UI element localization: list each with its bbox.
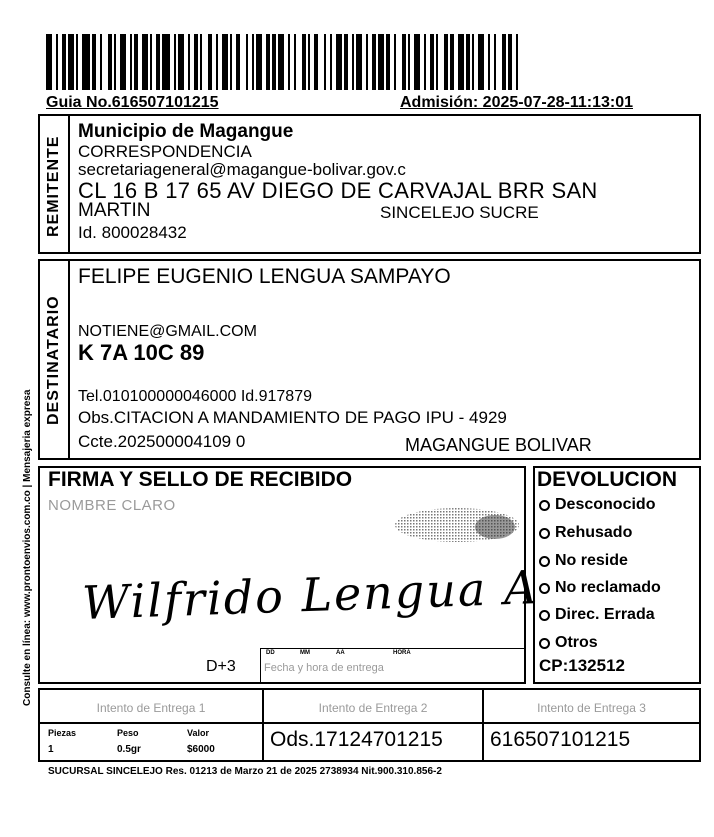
attempt-3: Intento de Entrega 3 (537, 701, 646, 715)
receipt-title: FIRMA Y SELLO DE RECIBIDO (48, 468, 353, 491)
date-head-hora: HORA (393, 650, 411, 656)
recipient-observation: Obs.CITACION A MANDAMIENTO DE PAGO IPU - 4929 (78, 408, 507, 427)
radio-icon[interactable] (539, 610, 550, 621)
barcode (46, 34, 694, 90)
sender-department: CORRESPONDENCIA (78, 142, 252, 161)
ods-number: Ods.17124701215 (270, 728, 443, 751)
sender-section-label: REMITENTE (45, 135, 62, 237)
date-label: Fecha y hora de entrega (264, 662, 384, 674)
date-head-dd: DD (266, 650, 275, 656)
signature: Wilfrido Lengua A (81, 560, 540, 630)
radio-icon[interactable] (539, 638, 550, 649)
recipient-email: NOTIENE@GMAIL.COM (78, 323, 257, 340)
recipient-city: MAGANGUE BOLIVAR (405, 435, 592, 455)
return-option-no-reside[interactable]: No reside (539, 552, 628, 570)
value-header: Valor (187, 728, 210, 738)
radio-icon[interactable] (539, 528, 550, 539)
date-head-mm: MM (300, 650, 310, 656)
weight-value: 0.5gr (117, 744, 141, 755)
sender-email: secretariageneral@magangue-bolivar.gov.c (78, 160, 406, 179)
sender-city: SINCELEJO SUCRE (380, 203, 539, 222)
footer-text: SUCURSAL SINCELEJO Res. 01213 de Marzo 21 de 2025 2738934 Nit.900.310.856-2 (48, 766, 442, 777)
return-option-direc-errada[interactable]: Direc. Errada (539, 606, 655, 624)
barcode-bar (162, 34, 170, 90)
return-option-no-reclamado[interactable]: No reclamado (539, 579, 661, 597)
admission-date: Admisión: 2025-07-28-11:13:01 (400, 94, 633, 111)
stamp-smudge (395, 505, 520, 545)
weight-header: Peso (117, 728, 139, 738)
tracking-number: 616507101215 (490, 728, 631, 751)
barcode-bar (82, 34, 90, 90)
recipient-section-label: DESTINATARIO (45, 295, 62, 425)
return-option-desconocido[interactable]: Desconocido (539, 496, 655, 514)
value-value: $6000 (187, 744, 215, 755)
attempt-2: Intento de Entrega 2 (318, 701, 428, 715)
return-option-otros[interactable]: Otros (539, 634, 598, 652)
return-option-rehusado[interactable]: Rehusado (539, 524, 632, 542)
radio-icon[interactable] (539, 500, 550, 511)
radio-icon[interactable] (539, 583, 550, 594)
delivery-code: D+3 (206, 658, 236, 675)
name-label: NOMBRE CLARO (48, 497, 176, 514)
sender-address-line1: CL 16 B 17 65 AV DIEGO DE CARVAJAL BRR SAN (78, 178, 598, 203)
radio-icon[interactable] (539, 556, 550, 567)
date-head-aa: AA (336, 650, 345, 656)
return-title: DEVOLUCION (537, 468, 678, 491)
side-website-text: Consulte en línea: www.prontoenvios.com.co | Mensajeria expresa (22, 389, 33, 706)
sender-address-line2: MARTIN (78, 200, 151, 221)
sender-id: Id. 800028432 (78, 223, 187, 242)
sender-name: Municipio de Magangue (78, 121, 294, 142)
attempt-1: Intento de Entrega 1 (96, 701, 206, 715)
recipient-phone-id: Tel.010100000046000 Id.917879 (78, 388, 312, 405)
pieces-value: 1 (48, 744, 54, 755)
barcode-bar (518, 34, 524, 90)
pieces-header: Piezas (48, 728, 77, 738)
recipient-ccte: Ccte.202500004109 0 (78, 432, 246, 451)
recipient-name: FELIPE EUGENIO LENGUA SAMPAYO (78, 265, 451, 288)
guide-number: Guia No.616507101215 (46, 94, 219, 111)
return-cp: CP:132512 (539, 656, 626, 675)
recipient-address: K 7A 10C 89 (78, 340, 205, 365)
